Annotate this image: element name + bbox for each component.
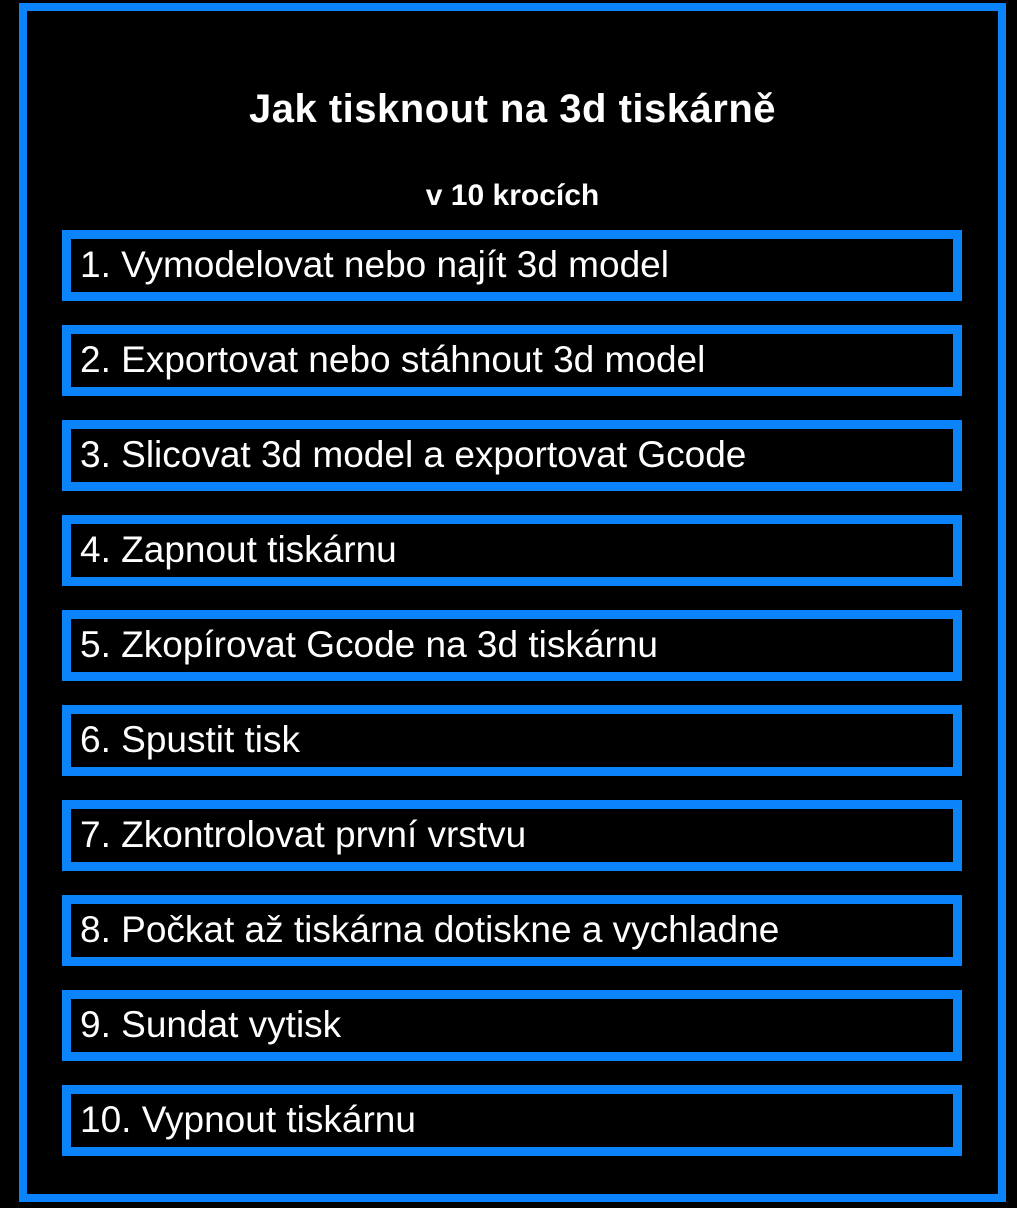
step-label: 2. Exportovat nebo stáhnout 3d model — [80, 339, 706, 380]
step-box-2 — [62, 325, 962, 396]
step-label: 4. Zapnout tiskárnu — [80, 529, 397, 570]
step-label: 3. Slicovat 3d model a exportovat Gcode — [80, 434, 747, 475]
step-label: 6. Spustit tisk — [80, 719, 301, 760]
step-box-8 — [62, 895, 962, 966]
step-box-1 — [62, 230, 962, 301]
step-label: 9. Sundat vytisk — [80, 1004, 342, 1045]
step-box-3 — [62, 420, 962, 491]
poster-frame — [19, 3, 1006, 1202]
page-subtitle: v 10 krocích — [425, 178, 600, 212]
page-title: Jak tisknout na 3d tiskárně — [248, 86, 776, 131]
step-label: 1. Vymodelovat nebo najít 3d model — [80, 244, 669, 285]
steps-list — [62, 230, 962, 1156]
step-label: 5. Zkopírovat Gcode na 3d tiskárnu — [80, 624, 658, 665]
step-label: 8. Počkat až tiskárna dotiskne a vychladne — [80, 909, 780, 950]
step-box-9 — [62, 990, 962, 1061]
step-box-5 — [62, 610, 962, 681]
step-label: 10. Vypnout tiskárnu — [80, 1099, 416, 1140]
step-box-6 — [62, 705, 962, 776]
step-box-10 — [62, 1085, 962, 1156]
step-label: 7. Zkontrolovat první vrstvu — [80, 814, 527, 855]
step-box-4 — [62, 515, 962, 586]
step-box-7 — [62, 800, 962, 871]
